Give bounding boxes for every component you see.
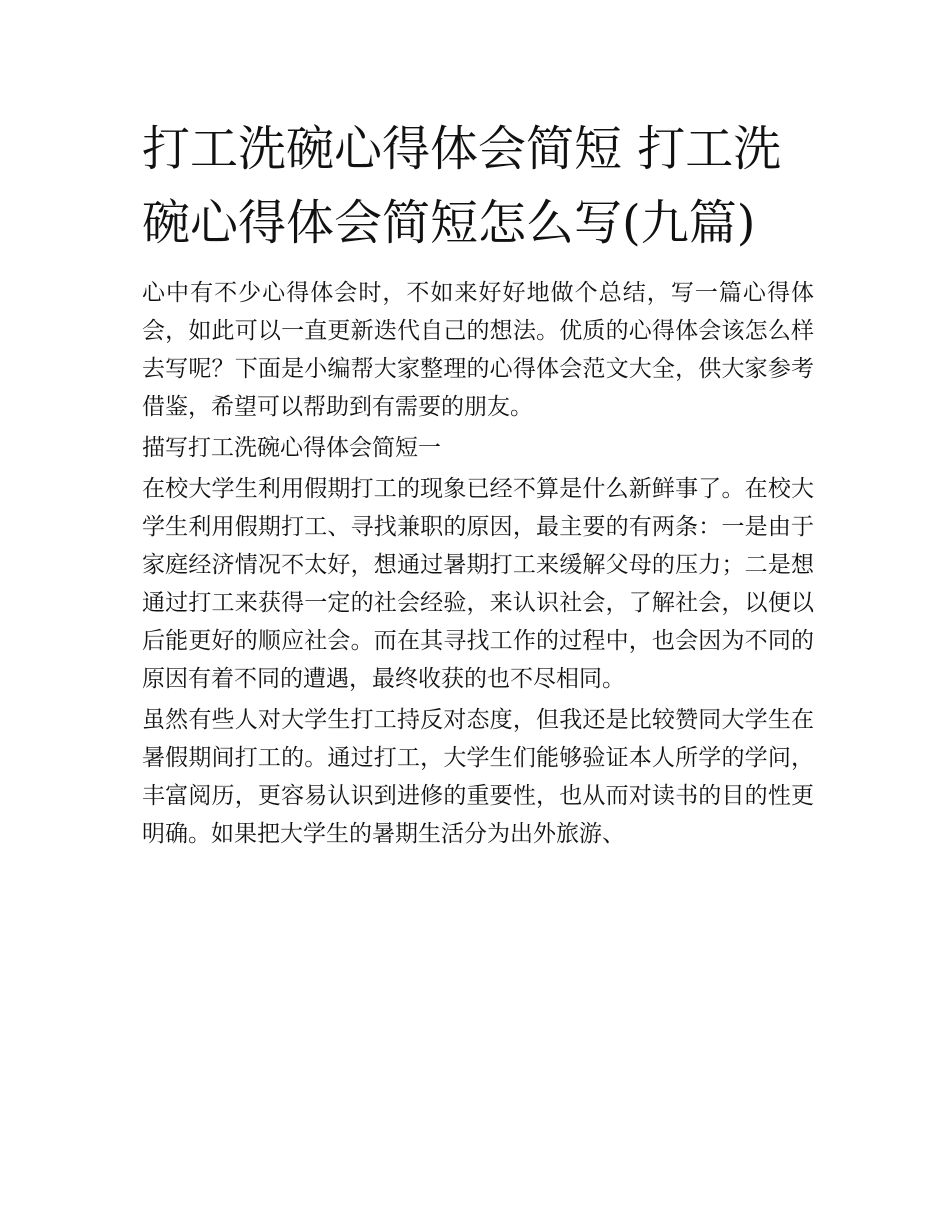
document-title: 打工洗碗心得体会简短 打工洗碗心得体会简短怎么写(九篇): [142, 121, 782, 251]
section-heading: 描写打工洗碗心得体会简短一: [142, 435, 441, 461]
document-page: [142, 112, 814, 856]
intro-paragraph: 心中有不少心得体会时，不如来好好地做个总结，写一篇心得体会，如此可以一直更新迭代自己的想法。优质的心得体会该怎么样去写呢？下面是小编帮大家整理的心得体会范文大全，供大家参考借鉴，希望可以帮助到有需要的朋友。: [142, 280, 814, 420]
body-paragraph-1: 在校大学生利用假期打工的现象已经不算是什么新鲜事了。在校大学生利用假期打工、寻找兼职的原因，最主要的有两条：一是由于家庭经济情况不太好，想通过暑期打工来缓解父母的压力；二是想通过打工来获得一定的社会经验，来认识社会，了解社会，以便以后能更好的顺应社会。而在其寻找工作的过程中，也会因为不同的原因有着不同的遭遇，最终收获的也不尽相同。: [142, 476, 814, 692]
body-paragraph-2: 虽然有些人对大学生打工持反对态度，但我还是比较赞同大学生在暑假期间打工的。通过打工，大学生们能够验证本人所学的学问，丰富阅历，更容易认识到进修的重要性，也从而对读书的目的性更明确。如果把大学生的暑期生活分为出外旅游、: [142, 707, 814, 847]
